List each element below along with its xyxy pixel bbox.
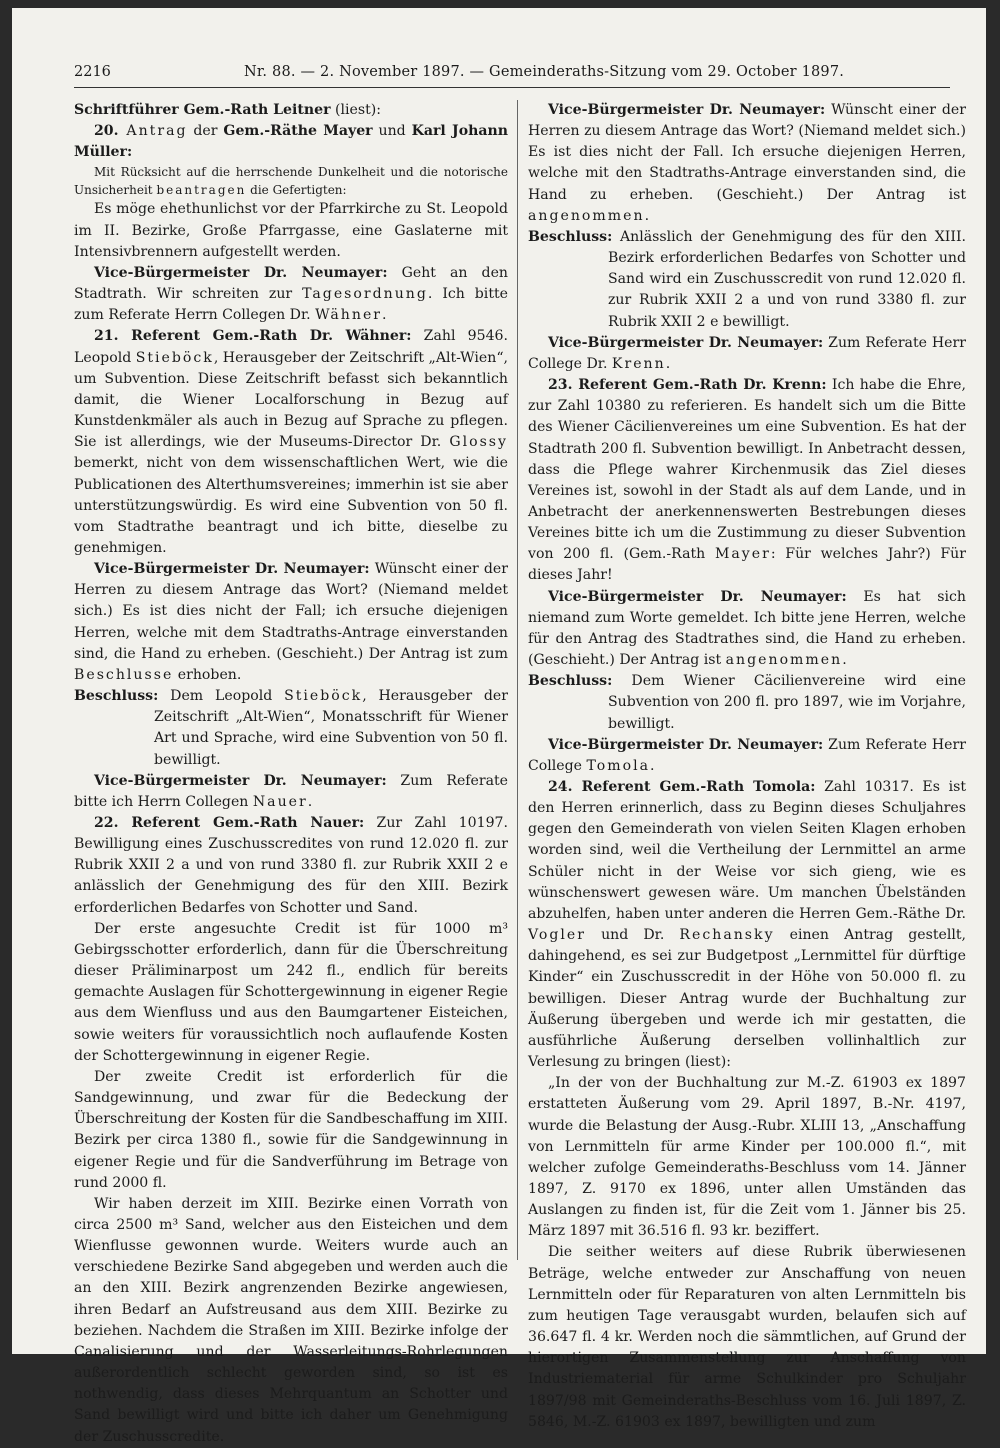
- motion-text: Es möge ehethunlichst vor der Pfarrkirche zu St. Leopold im II. Bezirke, Große Pfarrgasse, eine Gaslaterne mit Intensivbrennern aufgestellt werden.: [74, 201, 508, 260]
- paragraph: 23. Referent Gem.-Rath Dr. Krenn: Ich habe die Ehre, zur Zahl 10380 zu referieren. Es handelt sich um die Bitte des Wiener Cäcilienvereines um eine Subvention. Es hat der Stadtrath 200 fl. Subvention bewilligt. In Anbetracht dessen, dass die Pflege wahrer Kirchenmusik das Ziel dieses Vereines ist, sowohl in der Stadt als auf dem Lande, und in Anbetracht der anerkennenswerten Bestrebungen dieses Vereines bitte ich um die Zustimmung zu dieser Subvention von 200 fl. (Gem.-Rath Mayer: Für welches Jahr?) Für dieses Jahr!: [528, 377, 966, 584]
- paragraph: Wir haben derzeit im XIII. Bezirke einen Vorrath von circa 2500 m³ Sand, welcher aus den Eisteichen und dem Wienflusse gewonnen wurde. Weiters wurde auch an verschiedene Bezirke Sand abgegeben und werden auch die an den XIII. Bezirk angrenzenden Bezirke angewiesen, ihren Bedarf an Aufstreusand aus dem XIII. Bezirke zu beziehen. Nachdem die Straßen im XIII. Bezirke infolge der Canalisierung und der Wasserleitungs-Rohrlegungen außerordentlich schlecht geworden sind, so ist es nothwendig, dass dieses Mehrquantum an Schotter und Sand bewilligt wird und bitte ich daher um Genehmigung der Zuschusscredite.: [74, 1195, 508, 1445]
- paragraph: Vice-Bürgermeister Dr. Neumayer: Geht an den Stadtrath. Wir schreiten zur Tagesordnung. Ich bitte zum Referate Herrn Collegen Dr. Wähner.: [74, 264, 509, 324]
- item-number: 22.: [94, 815, 119, 831]
- resolution-label: Beschluss:: [528, 673, 613, 690]
- paragraph: Die seither weiters auf diese Rubrik überwiesenen Beträge, welche entweder zur Anschaffung von neuen Lernmitteln oder für Reparaturen von alten Lernmitteln bis zum heutigen Tage verausgabt wurden, belaufen sich auf 36.647 fl. 4 kr. Werden noch die sämmtlichen, auf Grund der hierortigen Zusammenstellung zur Anschaffung von Industriematerial für arme Schulkinder pro Schuljahr 1897/98 mit Gemeinderaths-Beschluss vom 16. Juli 1897, Z. 5846, M.-Z. 61903 ex 1897, bewilligten und zum: [528, 1244, 966, 1430]
- paragraph: Schriftführer Gem.-Rath Leitner (liest):: [74, 102, 382, 118]
- speaker: Vice-Bürgermeister Dr. Neumayer:: [548, 588, 847, 605]
- speaker: Vice-Bürgermeister Dr. Neumayer:: [94, 561, 370, 578]
- paragraph: Vice-Bürgermeister Dr. Neumayer: Zum Referate bitte ich Herrn Collegen Nauer.: [74, 772, 508, 810]
- item-number: 21.: [94, 328, 119, 345]
- paragraph: Der zweite Credit ist erforderlich für die Sandgewinnung, und zwar für die Bedeckung der Überschreitung der Kosten für die Sandbeschaffung im XIII. Bezirk per circa 1380 fl., sowie für die Sandgewinnung in eigener Regie und für die Sandverführung im Betrage von rund 2000 fl.: [74, 1068, 508, 1191]
- speaker: Vice-Bürgermeister Dr. Neumayer:: [94, 772, 387, 789]
- speaker: Referent Gem.-Rath Dr. Wähner:: [118, 328, 412, 345]
- speaker: Vice-Bürgermeister Dr. Neumayer:: [548, 102, 826, 118]
- right-column: [528, 100, 966, 1430]
- paragraph: Vice-Bürgermeister Dr. Neumayer: Zum Referate Herr College Dr. Krenn.: [528, 334, 966, 372]
- resolution-label: Beschluss:: [74, 688, 159, 705]
- item-number: 24.: [548, 779, 573, 795]
- resolution: Beschluss: Anlässlich der Genehmigung des für den XIII. Bezirk erforderlichen Bedarfes von Schotter und Sand wird ein Zuschusscredit von rund 12.020 fl. zur Rubrik XXII 2 a und von rund 3380 fl. zur Rubrik XXII 2 e bewilligt.: [528, 228, 966, 330]
- paragraph: 24. Referent Gem.-Rath Tomola: Zahl 10317. Es ist den Herren erinnerlich, dass zu Beginn dieses Schuljahres gegen den Gemeinderath von vielen Seiten Klagen erhoben worden sind, weil die Vertheilung der Lernmittel an arme Schüler nicht in der Weise vor sich gieng, wie es wünschenswert gewesen wäre. Um manchen Übelständen abzuhelfen, haben unter anderen die Herren Gem.-Räthe Dr. Vogler und Dr. Rechansky einen Antrag gestellt, dahingehend, es sei zur Budgetpost „Lernmittel für dürftige Kinder“ ein Zuschusscredit in der Höhe von 50.000 fl. zu bewilligen. Dieser Antrag wurde der Buchhaltung zur Äußerung übergeben und werde ich mir gestatten, die ausführliche Äußerung derselben vollinhaltlich zur Verlesung zu bringen (liest):: [528, 779, 966, 1071]
- quoted-report: „In der von der Buchhaltung zur M.-Z. 61903 ex 1897 erstatteten Äußerung vom 29. April 1897, B.-Nr. 4197, wurde die Belastung der Ausg.-Rubr. XLIII 13, „Anschaffung von Lernmitteln für arme Kinder per 100.000 fl.“, mit welcher zufolge Gemeinderaths-Beschluss vom 14. Jänner 1897, Z. 9170 ex 1896, unter allen Umständen das Auslangen zu finden ist, für die Zeit vom 1. Jänner bis 25. März 1897 mit 36.516 fl. 93 kr. beziffert.: [528, 1075, 966, 1240]
- page-header: [74, 57, 950, 88]
- resolution-label: Beschluss:: [528, 228, 613, 245]
- paragraph: Vice-Bürgermeister Dr. Neumayer: Wünscht einer der Herren zu diesem Antrage das Wort? (Niemand meldet sich.) Es ist dies nicht der Fall; ich ersuche diejenigen Herren, welche mit dem Stadtraths-Antrage einverstanden sind, die Hand zu erheben. (Geschieht.) Der Antrag ist zum Beschlusse erhoben.: [74, 561, 508, 683]
- item-number: 20.: [94, 123, 119, 140]
- resolution: Beschluss: Dem Leopold Stieböck, Herausgeber der Zeitschrift „Alt-Wien“, Monatsschrift für Wiener Art und Sprache, wird eine Subvention von 50 fl. bewilligt.: [74, 688, 508, 768]
- page-number: 2216: [74, 64, 111, 80]
- motion-preamble: Mit Rücksicht auf die herrschende Dunkelheit und die notorische Unsicherheit beantragen die Gefertigten:: [74, 165, 508, 198]
- motion-heading: 20. Antrag der Gem.-Räthe Mayer und Karl Johann Müller:: [74, 123, 509, 161]
- column-divider: [517, 100, 518, 1260]
- running-head: Nr. 88. — 2. November 1897. — Gemeinderaths-Sitzung vom 29. October 1897.: [244, 64, 845, 80]
- resolution: Beschluss: Dem Wiener Cäcilienvereine wird eine Subvention von 200 fl. pro 1897, wie im Vorjahre, bewilligt.: [528, 673, 966, 732]
- newspaper-page: [12, 8, 986, 1445]
- speaker: Referent Gem.-Rath Dr. Krenn:: [572, 377, 827, 394]
- paragraph: Vice-Bürgermeister Dr. Neumayer: Es hat sich niemand zum Worte gemeldet. Ich bitte jene Herren, welche für den Antrag des Stadtrathes sind, die Hand zu erheben. (Geschieht.) Der Antrag ist angenommen.: [528, 588, 966, 669]
- paragraph: Der erste angesuchte Credit ist für 1000 m³ Gebirgsschotter erforderlich, dann für die Überschreitung dieser Präliminarpost um 242 fl., endlich für bereits gemachte Auslagen für Schottergewinnung in eigener Regie aus dem Wienfluss und aus den Baumgartener Eisteichen, sowie weiters für voraussichtlich noch auflaufende Kosten der Schottergewinnung in eigener Regie.: [74, 920, 508, 1064]
- speaker: Vice-Bürgermeister Dr. Neumayer:: [548, 334, 824, 351]
- paragraph: Vice-Bürgermeister Dr. Neumayer: Zum Referate Herr College Tomola.: [528, 736, 966, 774]
- item-number: 23.: [548, 377, 573, 394]
- speaker: Vice-Bürgermeister Dr. Neumayer:: [94, 264, 388, 281]
- paragraph: 21. Referent Gem.-Rath Dr. Wähner: Zahl 9546. Leopold Stieböck, Herausgeber der Zeitschrift „Alt-Wien“, um Subvention. Diese Zeitschrift befasst sich bekanntlich damit, die Wiener Localforschung in Bezug auf Kunstdenkmäler als auch in Bezug auf Sprache zu pflegen. Sie ist allerdings, wie der Museums-Director Dr. Glossy bemerkt, nicht von dem wissenschaftlichen Wert, wie die Publicationen des Alterthumsvereines; immerhin ist sie aber unterstützungswürdig. Es wird eine Subvention von 50 fl. vom Stadtrathe beantragt und ich bitte, dieselbe zu genehmigen.: [74, 328, 509, 556]
- paragraph: 22. Referent Gem.-Rath Nauer: Zur Zahl 10197. Bewilligung eines Zuschusscredites von rund 12.020 fl. zur Rubrik XXII 2 a und von rund 3380 fl. zur Rubrik XXII 2 e anlässlich der Genehmigung des für den XIII. Bezirk erforderlichen Bedarfes von Schotter und Sand.: [74, 815, 508, 916]
- speaker: Referent Gem.-Rath Nauer:: [118, 815, 365, 831]
- speaker: Vice-Bürgermeister Dr. Neumayer:: [548, 736, 824, 753]
- speaker: Schriftführer Gem.-Rath Leitner: [74, 102, 331, 118]
- left-column: [74, 100, 509, 1445]
- speaker: Referent Gem.-Rath Tomola:: [572, 779, 816, 795]
- paragraph: Vice-Bürgermeister Dr. Neumayer: Wünscht einer der Herren zu diesem Antrage das Wort? (Niemand meldet sich.) Es ist dies nicht der Fall. Ich ersuche diejenigen Herren, welche mit den Stadtraths-Antrage einverstanden sind, die Hand zu erheben. (Geschieht.) Der Antrag ist angenommen.: [528, 102, 966, 224]
